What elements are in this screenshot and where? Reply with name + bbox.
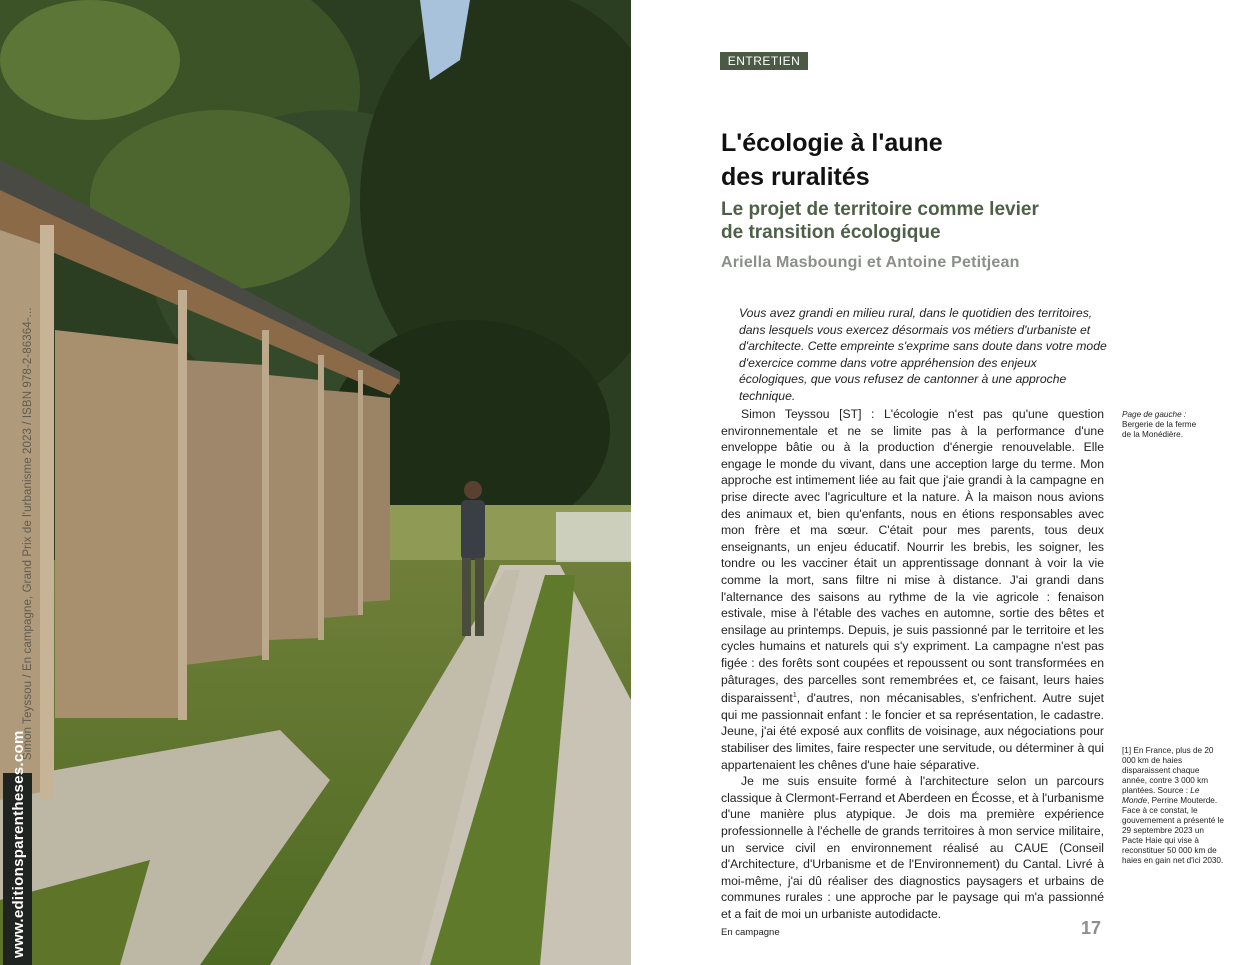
para1-text: Simon Teyssou [ST] : L'écologie n'est pas qu'une question environnementale et ne se limite pas à la performance d'une enveloppe bâtie ou à la production d'énergie renouvelable. Elle engage le monde du vivant, dans une acception large du terme. Mon approche est intimement liée au fait que j'aie grandi à la campagne en prise directe avec l'agriculture et la nature. À la maison nous avions des animaux et, bien qu'enfants, nous en étions responsables avec mon frère et ma sœur. C'était pour mes parents, tous deux enseignants, un enjeu éducatif. Nourrir les brebis, les soigner, les tondre ou les vacciner était un apprentissage donnant à voir la vie comme la mort, sans filtre ni mise à distance. J'ai grandi dans l'alternance des saisons au rythme de la vie agricole : fenaison estivale, mise à l'étable des vaches en automne, sortie des bêtes et ensilage au printemps. Depuis, je suis passionné par le territoire et les cycles humains et naturels qui s'y expriment. La campagne n'est pas figée : des forêts sont coupées et repoussent ou sont transformées en pâturages, des parcelles sont remembrées et, ce faisant, leurs haies disparaissent: [721, 407, 1104, 706]
article-intro: Vous avez grandi en milieu rural, dans le quotidien des territoires, dans lesquels vous exercez désormais vos métiers d'urbaniste et d'architecte. Cette empreinte s'exprime sans doute dans votre mode d'exercice comme dans votre appréhension des enjeux écologiques, que vous refusez de cantonner à une approche technique.: [739, 306, 1107, 403]
body-paragraph-1: [721, 406, 1104, 773]
title-line-2: des ruralités: [721, 163, 870, 191]
page-number: 17: [1081, 918, 1102, 938]
footnote-source: Le Monde: [1122, 786, 1200, 805]
photo-caption: [1122, 410, 1202, 440]
photo-credit: Simon Teyssou / En campagne, Grand Prix de l'urbanisme 2023 / ISBN 978-2-86364-...: [22, 307, 34, 760]
running-footer-title: En campagne: [721, 927, 780, 938]
publisher-website[interactable]: www.editionsparentheses.com: [10, 730, 27, 958]
caption-text: Bergerie de la ferme de la Monédière.: [1122, 420, 1197, 439]
footnote-text-1: [1] En France, plus de 20 000 km de haies disparaissent chaque année, contre 3 000 km plantées. Source :: [1122, 746, 1214, 795]
article-title: [721, 126, 1201, 194]
footnote-text-2: , Perrine Mouterde. Face à ce constat, le gouvernement a présenté le 29 septembre 2023 un Pacte Haie qui vise à reconstituer 50 000 km de haies en gain net d'ici 2030.: [1122, 796, 1224, 865]
footnote: [1122, 746, 1224, 866]
section-tag: ENTRETIEN: [720, 52, 808, 70]
article-subtitle: [721, 198, 1201, 244]
subtitle-line-2: de transition écologique: [721, 222, 941, 243]
subtitle-line-1: Le projet de territoire comme levier: [721, 199, 1039, 220]
para1-end-text: , d'autres, non mécanisables, s'enfrichent. Autre sujet qui me passionnait enfant : le foncier et sa représentation, le cadastre. Jeune, j'ai été exposé aux conflits de voisinage, aux négociations pour stabiliser des limites, faire respecter une servitude, ou déterminer à qui appartenaient les chênes d'une haie séparative.: [721, 691, 1104, 772]
caption-label: Page de gauche :: [1122, 410, 1187, 419]
title-line-1: L'écologie à l'aune: [721, 129, 943, 157]
footnote-ref-1[interactable]: 1: [792, 692, 797, 700]
article-body: [721, 406, 1104, 922]
body-paragraph-2: Je me suis ensuite formé à l'architecture selon un parcours classique à Clermont-Ferrand et Aberdeen en Écosse, et à l'urbanisme d'une manière plus atypique. Je dois ma première expérience professionnelle à l'échelle de grands territoires à mon service militaire, un service civil en environnement réalisé au CAUE (Conseil d'Architecture, d'Urbanisme et de l'Environnement) du Cantal. Livré à moi-même, j'ai dû réaliser des diagnostics paysagers et urbains de communes rurales : une approche par le paysage qui m'a passionné et a fait de moi un urbaniste autodidacte.: [721, 774, 1104, 921]
article-authors: Ariella Masboungi et Antoine Petitjean: [721, 254, 1020, 271]
